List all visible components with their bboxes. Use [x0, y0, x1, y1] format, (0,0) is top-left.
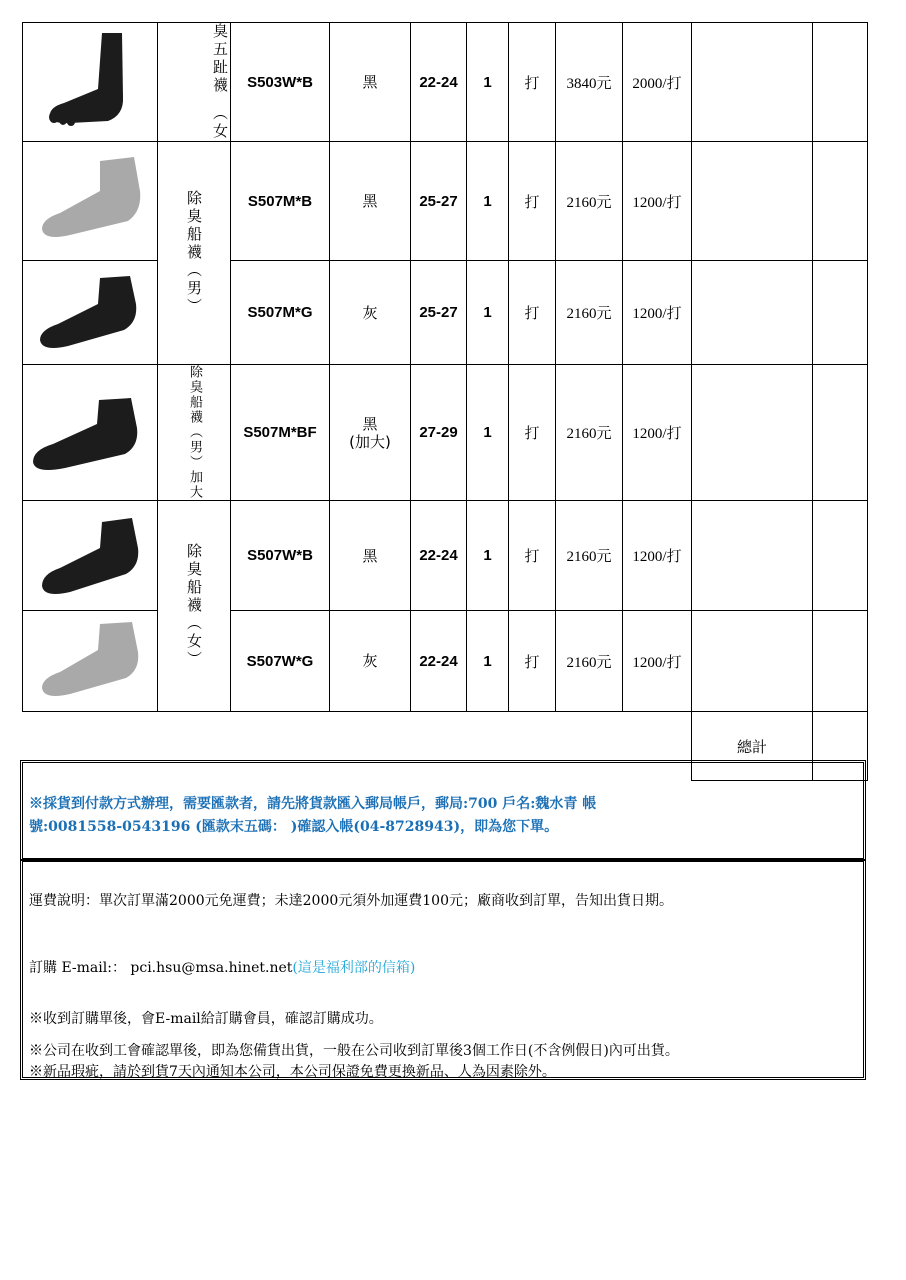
payment-notice-box	[20, 760, 866, 861]
product-code: S507W*B	[231, 501, 330, 611]
product-qty: 1	[467, 142, 509, 261]
product-unit-price: 1200/打	[623, 142, 692, 261]
product-size: 22-24	[411, 611, 467, 712]
product-qty: 1	[467, 261, 509, 365]
product-unit-price: 1200/打	[623, 365, 692, 501]
product-color-note: (加大)	[349, 432, 391, 451]
table-row	[23, 23, 868, 142]
product-code: S507M*BF	[231, 365, 330, 501]
product-color: 黑	[330, 23, 411, 142]
product-code: S507M*B	[231, 142, 330, 261]
payment-notice	[29, 793, 849, 839]
product-unit-price: 1200/打	[623, 261, 692, 365]
order-quantity-cell[interactable]	[692, 365, 813, 501]
ship-time-note: ※公司在收到工會確認單後，即為您備貨出貨，一般在公司收到訂單後3個工作日(不含例假日)內可出貨。	[29, 1043, 679, 1059]
product-qty: 1	[467, 501, 509, 611]
product-name: 臭五趾襪（女	[158, 23, 231, 142]
product-unit: 打	[509, 611, 556, 712]
notes-box	[20, 859, 866, 1080]
product-size: 27-29	[411, 365, 467, 501]
product-unit-price: 1200/打	[623, 611, 692, 712]
product-price: 3840元	[556, 23, 623, 142]
black-ankle-sock-icon	[27, 388, 153, 478]
confirm-note: ※收到訂購單後，會E-mail給訂購會員，確認訂購成功。	[29, 1011, 383, 1027]
order-table	[22, 22, 868, 781]
subtotal-cell[interactable]	[813, 142, 868, 261]
subtotal-cell[interactable]	[813, 365, 868, 501]
product-unit-price: 1200/打	[623, 501, 692, 611]
product-group-name: 除臭船襪（女）	[158, 501, 231, 712]
product-size: 25-27	[411, 261, 467, 365]
order-quantity-cell[interactable]	[692, 261, 813, 365]
table-row	[23, 261, 868, 365]
product-unit-price: 2000/打	[623, 23, 692, 142]
product-price: 2160元	[556, 261, 623, 365]
table-row	[23, 501, 868, 611]
subtotal-cell[interactable]	[813, 611, 868, 712]
order-quantity-cell[interactable]	[692, 611, 813, 712]
shipping-note: 運費說明：單次訂單滿2000元免運費；未達2000元須外加運費100元；廠商收到訂單，告知出貨日期。	[29, 893, 673, 909]
black-ankle-sock-icon	[30, 508, 150, 604]
product-image	[23, 501, 158, 611]
five-toe-sock-icon	[30, 27, 150, 137]
order-quantity-cell[interactable]	[692, 501, 813, 611]
total-label: 總計	[692, 712, 813, 781]
product-color: 灰	[330, 261, 411, 365]
gray-ankle-sock-icon	[30, 151, 150, 251]
product-group-name: 除臭船襪（男）加大	[158, 365, 231, 501]
product-price: 2160元	[556, 365, 623, 501]
product-unit: 打	[509, 142, 556, 261]
product-price: 2160元	[556, 142, 623, 261]
product-qty: 1	[467, 23, 509, 142]
gray-ankle-sock-icon	[30, 616, 150, 706]
product-color: 黑	[330, 501, 411, 611]
subtotal-cell[interactable]	[813, 501, 868, 611]
black-ankle-sock-icon	[30, 268, 150, 358]
defect-note: ※新品瑕疵，請於到貨7天內通知本公司，本公司保證免費更換新品、人為因素除外。	[29, 1064, 556, 1080]
product-image	[23, 365, 158, 501]
product-code: S507W*G	[231, 611, 330, 712]
product-size: 22-24	[411, 501, 467, 611]
payment-notice-line: ※採貨到付款方式辦理，需要匯款者，請先將貨款匯入郵局帳戶，郵局:700 戶名:魏水青 帳	[29, 796, 597, 812]
product-unit: 打	[509, 261, 556, 365]
product-qty: 1	[467, 611, 509, 712]
table-row	[23, 365, 868, 501]
product-price: 2160元	[556, 501, 623, 611]
product-image	[23, 23, 158, 142]
order-quantity-cell[interactable]	[692, 23, 813, 142]
product-image	[23, 261, 158, 365]
product-unit: 打	[509, 23, 556, 142]
product-image	[23, 142, 158, 261]
email-line	[29, 957, 415, 977]
subtotal-cell[interactable]	[813, 23, 868, 142]
product-color: 黑	[330, 142, 411, 261]
product-price: 2160元	[556, 611, 623, 712]
product-unit: 打	[509, 501, 556, 611]
product-group-name: 除臭船襪（男）	[158, 142, 231, 365]
product-code: S503W*B	[231, 23, 330, 142]
order-email[interactable]: 訂購 E-mail:： pci.hsu@msa.hinet.net	[29, 960, 293, 976]
product-unit: 打	[509, 365, 556, 501]
product-code: S507M*G	[231, 261, 330, 365]
subtotal-cell[interactable]	[813, 261, 868, 365]
product-size: 22-24	[411, 23, 467, 142]
product-image	[23, 611, 158, 712]
email-hint: (這是福利部的信箱)	[292, 960, 416, 976]
product-qty: 1	[467, 365, 509, 501]
payment-notice-line: 號:0081558-0543196 (匯款末五碼： )確認入帳(04-8728943)，即為您下單。	[29, 819, 559, 835]
product-color-main: 黑	[362, 414, 378, 433]
order-quantity-cell[interactable]	[692, 142, 813, 261]
table-row	[23, 142, 868, 261]
table-row	[23, 611, 868, 712]
product-size: 25-27	[411, 142, 467, 261]
product-color	[330, 365, 411, 501]
product-color: 灰	[330, 611, 411, 712]
